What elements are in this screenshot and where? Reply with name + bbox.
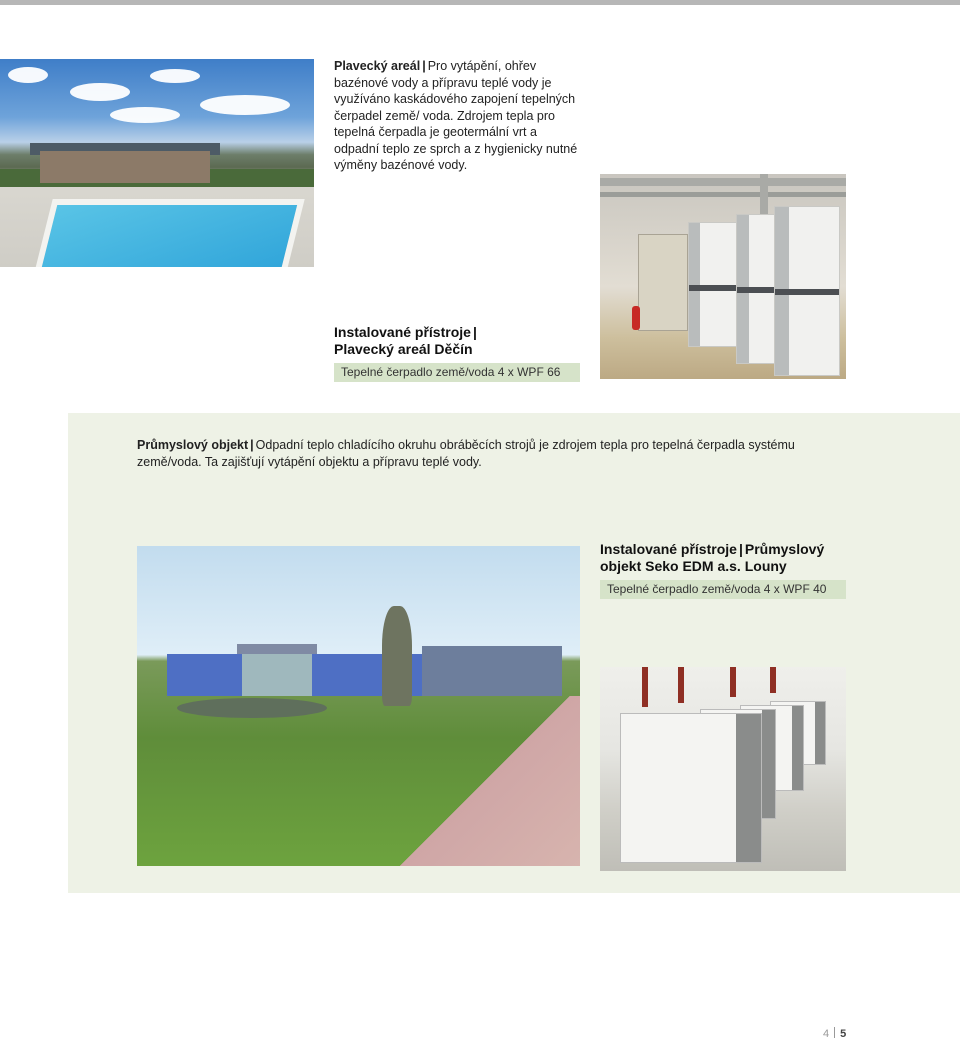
industrial-text: Odpadní teplo chladícího okruhu obráběcích strojů je zdrojem tepla pro tepelná čerpadla systému země/voda. Ta zajišťují vytápění objektu a přípravu teplé vody.: [137, 438, 795, 469]
installed-object: Průmyslový objekt Seko EDM a.s. Louny: [600, 541, 825, 574]
pool-spec-band: Tepelné čerpadlo země/voda 4 x WPF 66: [334, 363, 580, 382]
page-number-left: 4: [823, 1028, 830, 1040]
installed-object: Plavecký areál Děčín: [334, 341, 473, 357]
heat-pump-units-photo: [600, 667, 846, 871]
industrial-title: Průmyslový objekt: [137, 438, 249, 452]
page-number-right: 5: [840, 1028, 847, 1040]
separator-bar: |: [250, 438, 254, 452]
separator-bar: |: [422, 59, 426, 73]
pool-installed-heading: [334, 324, 574, 358]
machine-room-photo: [600, 174, 846, 379]
pool-text: Pro vytápění, ohřev bazénové vody a přípravu teplé vody je využíváno kaskádového zapojení tepelných čerpadel země/ voda. Zdrojem tepla pro tepelná čerpadla je geotermální vrt a odpadní teplo ze sprch a z hygienicky nutné výměny bazénové vody.: [334, 59, 578, 172]
pool-description: [334, 58, 584, 174]
installed-label: Instalované přístroje: [334, 324, 471, 340]
industrial-building-photo: [137, 546, 580, 866]
industrial-description: [137, 437, 857, 470]
separator-bar: |: [472, 324, 477, 340]
industrial-spec-band: Tepelné čerpadlo země/voda 4 x WPF 40: [600, 580, 846, 599]
swimming-pool-photo: [0, 59, 314, 267]
installed-label: Instalované přístroje: [600, 541, 737, 557]
pool-title: Plavecký areál: [334, 59, 421, 73]
top-rule: [0, 0, 960, 5]
page-number-divider: [834, 1027, 835, 1038]
page-number: [823, 1027, 846, 1040]
separator-bar: |: [738, 541, 743, 557]
industrial-installed-heading: [600, 541, 850, 575]
